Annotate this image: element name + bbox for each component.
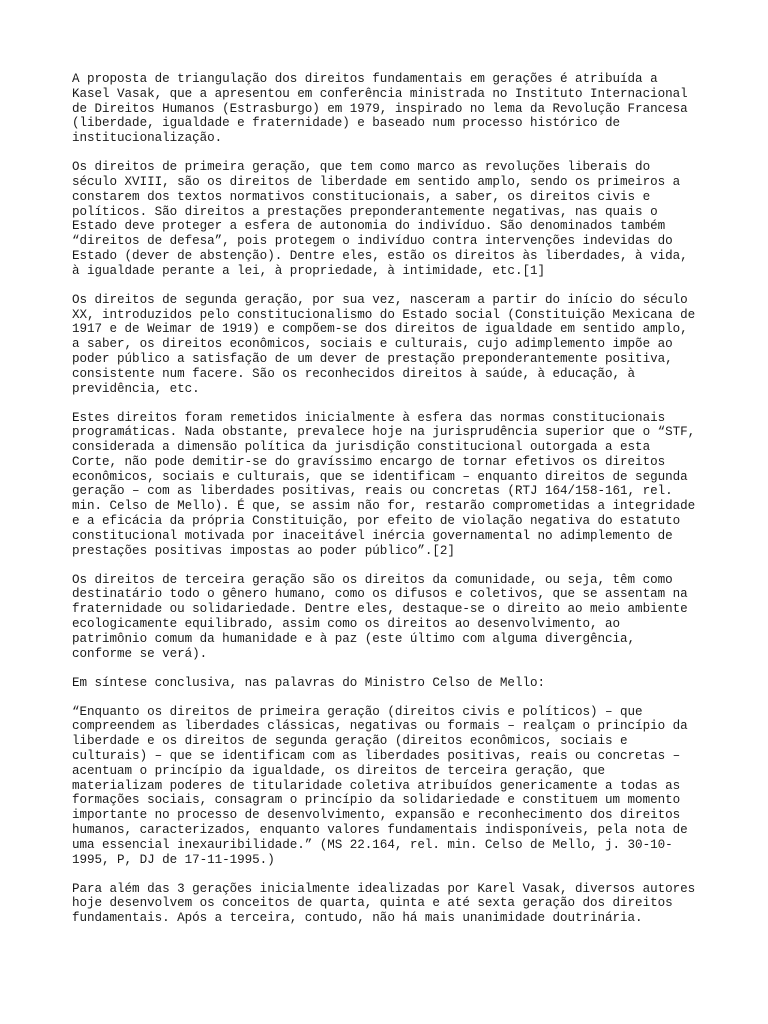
paragraph-synthesis-intro: Em síntese conclusiva, nas palavras do Ministro Celso de Mello:	[72, 675, 545, 690]
paragraph-celso-de-mello-quote: “Enquanto os direitos de primeira geração (direitos civis e políticos) – que compreendem as liberdades clássicas, negativas ou formais – realçam o princípio da liberdade e os direitos de segunda geração (direitos econômicos, sociais e culturais) – que se identificam com as liberdades positivas, reais ou concretas – acentuam o princípio da igualdade, os direitos de terceira geração, que materializam poderes de titularidade coletiva atribuídos genericamente a todas as formações sociais, consagram o princípio da solidariedade e constituem um momento importante no processo de desenvolvimento, expansão e reconhecimento dos direitos humanos, caracterizados, enquanto valores fundamentais indisponíveis, pela nota de uma essencial inexauribilidade.” (MS 22.164, rel. min. Celso de Mello, j. 30-10- 1995, P, DJ de 17-11-1995.)	[72, 704, 688, 867]
paragraph-third-generation: Os direitos de terceira geração são os direitos da comunidade, ou seja, têm como destinatário todo o gênero humano, como os difusos e coletivos, que se assentam na fraternidade ou solidariedade. Dentre eles, destaque-se o direito ao meio ambiente ecologicamente equilibrado, assim como os direitos ao desenvolvimento, ao patrimônio comum da humanidade e à paz (este último com alguma divergência, conforme se verá).	[72, 572, 688, 661]
paragraph-vasak-origin: A proposta de triangulação dos direitos fundamentais em gerações é atribuída a Kasel Vasak, que a apresentou em conferência ministrada no Instituto Internacional de Direitos Humanos (Estrasburgo) em 1979, inspirado no lema da Revolução Francesa (liberdade, igualdade e fraternidade) e baseado num processo histórico de institucionalização.	[72, 72, 688, 146]
paragraph-second-generation: Os direitos de segunda geração, por sua vez, nasceram a partir do início do século XX, introduzidos pelo constitucionalismo do Estado social (Constituição Mexicana de 1917 e de Weimar de 1919) e compõem-se dos direitos de igualdade em sentido amplo, a saber, os direitos econômicos, sociais e culturais, cujo adimplemento impõe ao poder público a satisfação de um dever de prestação preponderantemente positiva, consistente num facere. São os reconhecidos direitos à saúde, à educação, à previdência, etc.	[72, 292, 696, 396]
paragraph-programmatic-norms: Estes direitos foram remetidos inicialmente à esfera das normas constitucionais programáticas. Nada obstante, prevalece hoje na jurisprudência superior que o “STF, considerada a dimensão política da jurisdição constitucional outorgada a esta Corte, não pode demitir-se do gravíssimo encargo de tornar efetivos os direitos econômicos, sociais e culturais, que se identificam – enquanto direitos de segunda geração – com as liberdades positivas, reais ou concretas (RTJ 164/158-161, rel. min. Celso de Mello). É que, se assim não for, restarão comprometidas a integridade e a eficácia da própria Constituição, por efeito de violação negativa do estatuto constitucional motivada por inaceitável inércia governamental no adimplemento de prestações positivas impostas ao poder público”.[2]	[72, 410, 696, 558]
paragraph-further-generations: Para além das 3 gerações inicialmente idealizadas por Karel Vasak, diversos autores hoje desenvolvem os conceitos de quarta, quinta e até sexta geração dos direitos fundamentais. Após a terceira, contudo, não há mais unanimidade doutrinária.	[72, 881, 696, 926]
paragraph-first-generation: Os direitos de primeira geração, que tem como marco as revoluções liberais do século XVIII, são os direitos de liberdade em sentido amplo, sendo os primeiros a constarem dos textos normativos constitucionais, a saber, os direitos civis e políticos. São direitos a prestações preponderantemente negativas, nas quais o Estado deve proteger a esfera de autonomia do indivíduo. São denominados também “direitos de defesa”, pois protegem o indivíduo contra intervenções indevidas do Estado (dever de abstenção). Dentre eles, estão os direitos às liberdades, à vida, à igualdade perante a lei, à propriedade, à intimidade, etc.[1]	[72, 160, 688, 278]
document-page	[72, 72, 702, 940]
